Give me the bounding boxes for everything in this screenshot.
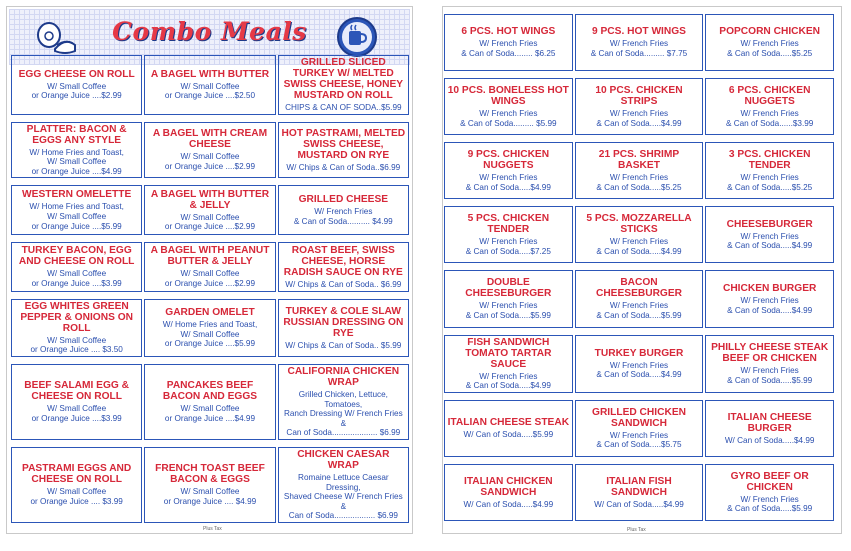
menu-item-description: W/ French Fries & Can of Soda......$3.99	[725, 109, 814, 128]
left-menu-grid	[11, 55, 409, 523]
menu-item-description: W/ Can of Soda.....$4.99	[724, 435, 815, 445]
menu-item-name: POPCORN CHICKEN	[719, 26, 821, 38]
menu-item	[705, 206, 834, 263]
menu-item-description: W/ French Fries & Can of Soda.....$4.99	[727, 295, 813, 315]
menu-item-name: 21 PCS. SHRIMP BASKET	[598, 149, 680, 172]
menu-item	[444, 14, 573, 71]
menu-item-name: WESTERN OMELETTE	[22, 189, 132, 201]
menu-item	[705, 142, 834, 199]
menu-item-name: EGG WHITES GREEN PEPPER & ONIONS ON ROLL	[20, 300, 133, 334]
menu-item-name: EGG CHEESE ON ROLL	[18, 68, 135, 80]
menu-item-description: W/ French Fries & Can of Soda......... $5.99	[460, 109, 557, 128]
menu-item-name: GRILLED CHICKEN SANDWICH	[592, 406, 686, 429]
menu-item-description: W/ French Fries & Can of Soda.....$5.99	[727, 366, 813, 385]
menu-item	[575, 78, 704, 135]
menu-item	[705, 14, 834, 71]
menu-item	[144, 447, 275, 523]
menu-item-name: 5 PCS. CHICKEN TENDER	[467, 213, 550, 236]
menu-item	[444, 400, 573, 457]
menu-item-name: DOUBLE CHEESEBURGER	[465, 277, 552, 300]
menu-item	[444, 270, 573, 327]
menu-item-description: W/ French Fries & Can of Soda.......... $4.99	[293, 207, 393, 226]
menu-item-name: ITALIAN FISH SANDWICH	[606, 475, 672, 498]
menu-item-description: W/ Can of Soda.....$4.99	[463, 499, 554, 509]
menu-item-description: W/ Small Coffee or Orange Juice ....$2.99	[164, 212, 256, 232]
menu-item	[278, 447, 409, 523]
menu-item	[278, 364, 409, 440]
menu-item-name: 6 PCS. HOT WINGS	[461, 26, 556, 38]
menu-item-name: 10 PCS. BONELESS HOT WINGS	[447, 85, 569, 108]
menu-item	[575, 206, 704, 263]
menu-item	[144, 55, 275, 115]
menu-item-description: W/ Chips & Can of Soda.. $6.99	[285, 279, 402, 289]
menu-item	[11, 55, 142, 115]
menu-item	[705, 78, 834, 135]
menu-item-description: W/ Small Coffee or Orange Juice ....$3.99	[31, 404, 122, 424]
menu-item	[278, 242, 409, 292]
menu-item-description: W/ Can of Soda.....$5.99	[463, 430, 554, 440]
menu-item-name: 10 PCS. CHICKEN STRIPS	[595, 85, 683, 108]
menu-item-name: FISH SANDWICH TOMATO TARTAR SAUCE	[465, 336, 552, 370]
menu-item-description: CHIPS & CAN OF SODA..$5.99	[285, 103, 402, 112]
menu-item-description: W/ Chips & Can of Soda..$6.99	[286, 162, 401, 172]
menu-item-name: BEEF SALAMI EGG & CHEESE ON ROLL	[24, 380, 130, 403]
menu-item	[575, 335, 704, 393]
menu-item-name: CHICKEN BURGER	[722, 282, 817, 294]
menu-item-name: GARDEN OMELET	[165, 307, 255, 319]
menu-item-description: W/ French Fries & Can of Soda.....$5.99	[465, 301, 551, 321]
menu-item-name: A BAGEL WITH PEANUT BUTTER & JELLY	[150, 245, 270, 268]
menu-item	[144, 299, 275, 357]
menu-item-name: ROAST BEEF, SWISS CHEESE, HORSE RADISH SAUCE ON RYE	[283, 244, 403, 278]
menu-item	[705, 400, 834, 457]
menu-item-name: ITALIAN CHEESE STEAK	[447, 417, 570, 429]
menu-item-name: CALIFORNIA CHICKEN WRAP	[287, 366, 400, 389]
menu-item	[705, 270, 834, 327]
menu-item	[144, 122, 275, 179]
menu-item-name: A BAGEL WITH BUTTER	[150, 68, 270, 80]
menu-item-name: PLATTER: BACON & EGGS ANY STYLE	[26, 123, 127, 146]
menu-item-description: W/ French Fries & Can of Soda.....$5.99	[727, 494, 813, 514]
menu-item-description: W/ Home Fries and Toast, W/ Small Coffee or Orange Juice ....$5.99	[29, 202, 124, 231]
menu-item-description: W/ Small Coffee or Orange Juice ....$2.99	[164, 269, 256, 288]
menu-item	[575, 14, 704, 71]
menu-item-name: HOT PASTRAMI, MELTED SWISS CHEESE, MUSTARD ON RYE	[281, 127, 406, 161]
menu-item-description: W/ French Fries & Can of Soda......... $7.75	[590, 39, 688, 59]
menu-item	[575, 142, 704, 199]
menu-item-description: W/ Small Coffee or Orange Juice .... $4.99	[163, 487, 257, 507]
menu-item	[144, 364, 275, 440]
menu-item	[11, 242, 142, 292]
menu-item-name: A BAGEL WITH CREAM CHEESE	[152, 128, 268, 151]
menu-item-name: 9 PCS. CHICKEN NUGGETS	[467, 149, 550, 172]
menu-item	[444, 78, 573, 135]
menu-item	[278, 122, 409, 179]
menu-item-description: W/ Small Coffee or Orange Juice ....$3.99	[31, 269, 122, 288]
menu-item-name: TURKEY & COLE SLAW RUSSIAN DRESSING ON RYE	[283, 305, 404, 339]
menu-item-description: W/ French Fries & Can of Soda........ $6.25	[461, 39, 556, 59]
menu-item-name: CHEESEBURGER	[726, 218, 813, 230]
menu-item-name: A BAGEL WITH BUTTER & JELLY	[150, 188, 270, 211]
menu-item	[11, 299, 142, 357]
menu-item-description: W/ Small Coffee or Orange Juice .... $3.50	[30, 335, 123, 355]
plus-tax-note: Plus Tax	[203, 526, 222, 532]
menu-item	[705, 464, 834, 521]
menu-item	[144, 185, 275, 235]
page-title: Combo Meals	[112, 17, 307, 46]
menu-item-description: W/ French Fries & Can of Soda.....$7.25	[465, 237, 551, 256]
menu-item-name: CHICKEN CAESAR WRAP	[297, 449, 390, 472]
menu-item	[575, 270, 704, 327]
menu-item-description: W/ Small Coffee or Orange Juice ....$2.99	[31, 81, 122, 101]
menu-item	[144, 242, 275, 292]
menu-item	[278, 299, 409, 357]
menu-item-description: W/ French Fries & Can of Soda.....$4.99	[727, 231, 813, 251]
menu-item-name: GRILLED SLICED TURKEY W/ MELTED SWISS CHEESE, HONEY MUSTARD ON ROLL	[283, 57, 404, 101]
menu-item-name: TURKEY BACON, EGG AND CHEESE ON ROLL	[18, 245, 135, 268]
menu-item-name: 3 PCS. CHICKEN TENDER	[728, 149, 811, 172]
menu-item	[278, 185, 409, 235]
menu-item-name: PASTRAMI EGGS AND CHEESE ON ROLL	[22, 463, 132, 486]
menu-item-name: TURKEY BURGER	[594, 347, 684, 359]
menu-item-description: W/ Small Coffee or Orange Juice ....$2.99	[164, 152, 256, 171]
menu-item-description: W/ French Fries & Can of Soda.....$4.99	[596, 360, 682, 380]
menu-item-name: GYRO BEEF OR CHICKEN	[730, 470, 809, 493]
menu-item-name: ITALIAN CHEESE BURGER	[727, 411, 812, 434]
menu-item-description: W/ Small Coffee or Orange Juice .... $3.99	[30, 487, 123, 507]
menu-item-description: W/ French Fries & Can of Soda.....$5.25	[727, 173, 813, 192]
menu-item-name: 5 PCS. MOZZARELLA STICKS	[586, 213, 692, 236]
coffee-cup-icon	[335, 15, 379, 59]
menu-item	[444, 206, 573, 263]
menu-item-description: W/ Small Coffee or Orange Juice ....$4.99	[164, 404, 256, 424]
menu-item-name: PHILLY CHEESE STEAK BEEF OR CHICKEN	[711, 342, 829, 365]
menu-item-description: W/ Chips & Can of Soda.. $5.99	[285, 340, 402, 350]
menu-item-description: W/ French Fries & Can of Soda.....$4.99	[465, 173, 551, 192]
menu-item	[278, 55, 409, 115]
menu-item-description: W/ Small Coffee or Orange Juice ....$2.50	[164, 81, 256, 101]
menu-item-name: GRILLED CHEESE	[298, 194, 389, 206]
menu-item-description: W/ French Fries & Can of Soda.....$5.25	[596, 173, 682, 192]
menu-item-name: FRENCH TOAST BEEF BACON & EGGS	[155, 463, 265, 486]
menu-item-name: 6 PCS. CHICKEN NUGGETS	[728, 85, 811, 108]
menu-item-description: W/ Can of Soda.....$4.99	[594, 499, 684, 509]
menu-item-name: 9 PCS. HOT WINGS	[592, 26, 686, 38]
menu-item	[444, 142, 573, 199]
menu-item-description: W/ French Fries & Can of Soda.....$5.75	[596, 430, 682, 450]
menu-item	[11, 364, 142, 440]
menu-item	[444, 464, 573, 521]
menu-item-name: PANCAKES BEEF BACON AND EGGS	[162, 380, 258, 403]
menu-item	[444, 335, 573, 393]
plus-tax-note: Plus Tax	[627, 527, 646, 533]
menu-item-description: W/ French Fries & Can of Soda.....$4.99	[596, 237, 682, 256]
menu-item-description: W/ Home Fries and Toast, W/ Small Coffee or Orange Juice ....$4.99	[29, 147, 124, 176]
menu-item-name: ITALIAN CHICKEN SANDWICH	[463, 475, 553, 498]
menu-item	[575, 464, 704, 521]
menu-item-description: W/ French Fries & Can of Soda.....$4.99	[465, 371, 551, 391]
menu-item	[11, 122, 142, 179]
menu-item-description: Grilled Chicken, Lettuce, Tomatoes, Ranch Dressing W/ French Fries & Can of Soda.................... $6.99	[283, 390, 403, 438]
menu-item	[11, 447, 142, 523]
menu-item-description: W/ French Fries & Can of Soda.....$5.99	[596, 301, 682, 321]
menu-item-description: W/ French Fries & Can of Soda.....$4.99	[596, 109, 682, 128]
menu-item	[575, 400, 704, 457]
menu-item-description: W/ French Fries & Can of Soda.....$5.25	[727, 39, 813, 59]
menu-item-name: BACON CHEESEBURGER	[595, 277, 683, 300]
right-menu-grid	[444, 14, 834, 521]
menu-item-description: Romaine Lettuce Caesar Dressing, Shaved Cheese W/ French Fries & Can of Soda.................. $6.99	[283, 473, 403, 521]
menu-item	[11, 185, 142, 235]
menu-item-description: W/ Home Fries and Toast, W/ Small Coffee or Orange Juice ....$5.99	[162, 320, 258, 349]
menu-item	[705, 335, 834, 393]
